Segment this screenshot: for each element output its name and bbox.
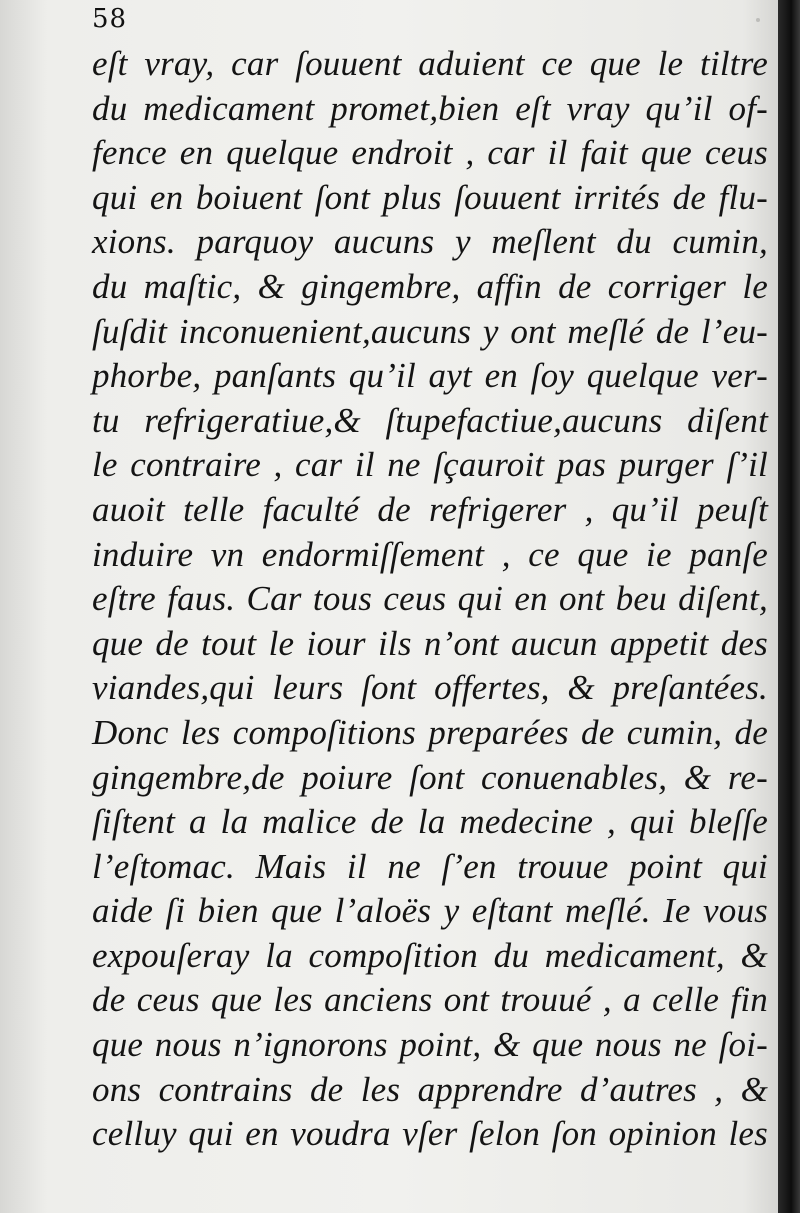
text-line: Donc les compoſitions preparées de cumin, de xyxy=(92,712,768,752)
text-line: que nous n’ignorons point, & que nous ne ſoi- xyxy=(92,1025,768,1065)
text-line: tu refrigeratiue,& ſtupefactiue,aucuns diſent xyxy=(92,400,768,440)
text-line: du medicament promet,bien eſt vray qu’il of- xyxy=(92,88,768,128)
text-line: phorbe, panſants qu’il ayt en ſoy quelque ver- xyxy=(92,356,768,396)
text-line: ons contrains de les apprendre d’autres , & xyxy=(92,1069,768,1109)
text-line: qui en boiuent ſont plus ſouuent irrités de flu- xyxy=(92,177,768,217)
text-line: auoit telle faculté de refrigerer , qu’il peuſt xyxy=(92,489,768,529)
page-number: 58 xyxy=(92,4,128,34)
text-line: xions. parquoy aucuns y meſlent du cumin, xyxy=(92,222,768,262)
text-line: fence en quelque endroit , car il fait que ceus xyxy=(92,133,768,173)
text-line: eſtre faus. Car tous ceus qui en ont beu diſent, xyxy=(92,579,768,619)
text-line: l’eſtomac. Mais il ne ſ’en trouue point qui xyxy=(92,846,768,886)
text-line: le contraire , car il ne ſçauroit pas purger ſ’il xyxy=(92,445,768,485)
text-line: que de tout le iour ils n’ont aucun appetit des xyxy=(92,623,768,663)
text-line: expouſeray la compoſition du medicament, & xyxy=(92,935,768,975)
text-line: de ceus que les anciens ont trouué , a celle fin xyxy=(92,980,768,1020)
body-text xyxy=(92,42,768,1157)
text-line: gingembre,de poiure ſont conuenables, & re- xyxy=(92,757,768,797)
text-line: celluy qui en voudra vſer ſelon ſon opinion les xyxy=(92,1114,768,1154)
text-line: aide ſi bien que l’aloës y eſtant meſlé. Ie vous xyxy=(92,891,768,931)
page-binding-edge xyxy=(778,0,800,1213)
text-line: ſiſtent a la malice de la medecine , qui bleſſe xyxy=(92,802,768,842)
text-line: induire vn endormiſſement , ce que ie panſe xyxy=(92,534,768,574)
text-line: du maſtic, & gingembre, affin de corriger le xyxy=(92,266,768,306)
ink-speck xyxy=(756,18,760,22)
text-line: ſuſdit inconuenient,aucuns y ont meſlé de l’eu- xyxy=(92,311,768,351)
text-line: eſt vray, car ſouuent aduient ce que le tiltre xyxy=(92,44,768,83)
text-line: viandes,qui leurs ſont offertes, & preſantées. xyxy=(92,668,768,708)
